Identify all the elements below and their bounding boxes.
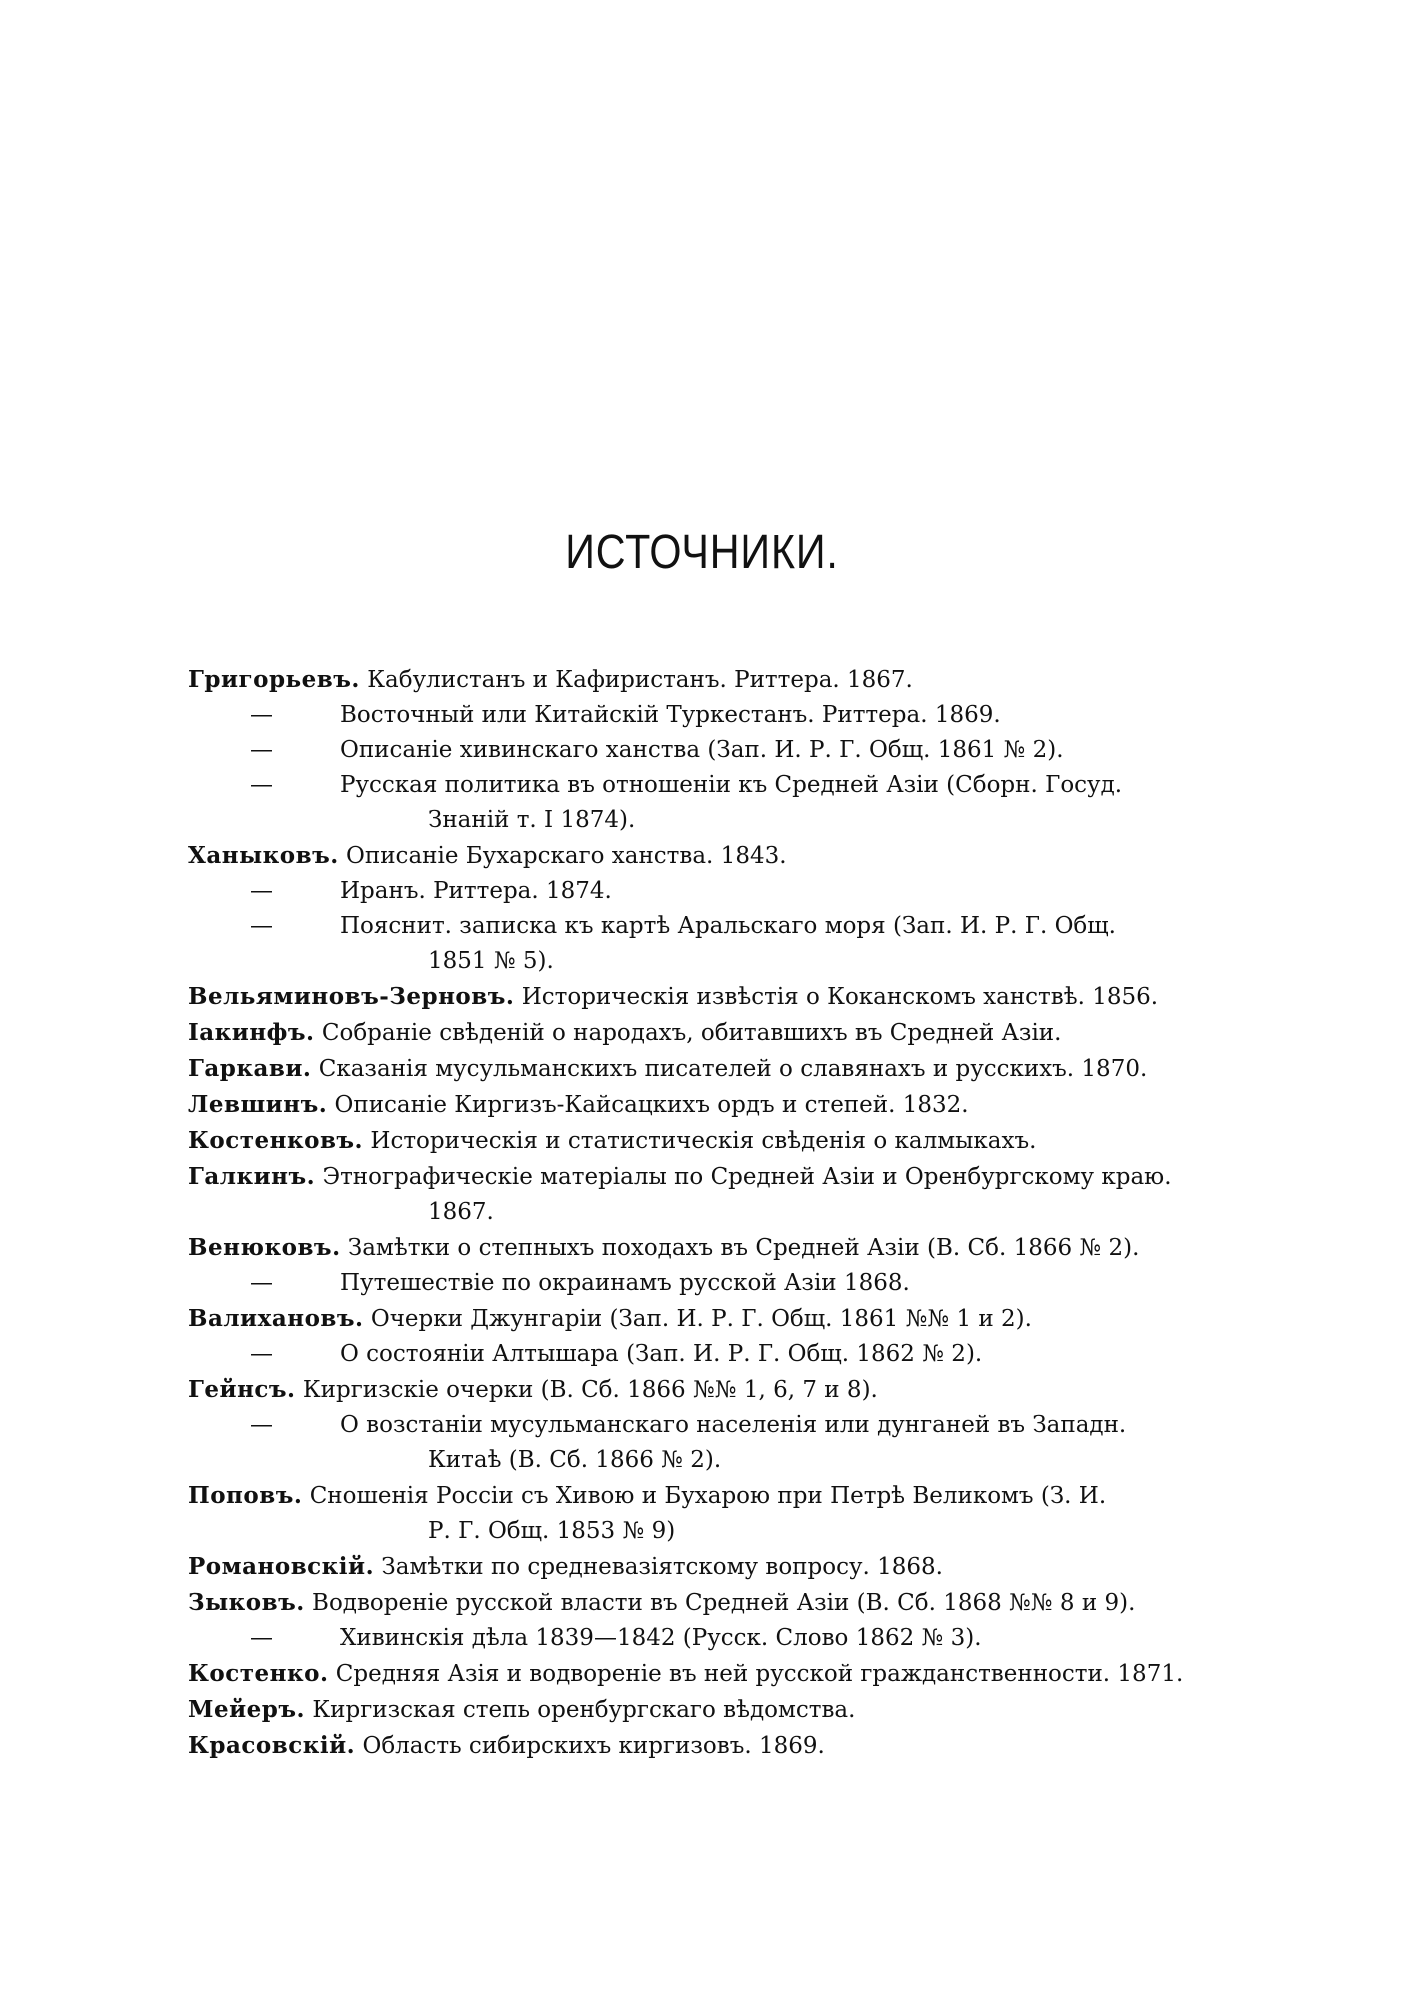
- ditto-dash: —: [250, 737, 273, 763]
- page-title: ИСТОЧНИКИ.: [565, 526, 839, 579]
- entry-text: Историческія и статистическія свѣденія о калмыкахъ.: [370, 1128, 1037, 1154]
- list-item: [188, 1585, 1248, 1621]
- entry-text: Описаніе Бухарскаго ханства. 1843.: [346, 843, 787, 869]
- entry-text: Область сибирскихъ киргизовъ. 1869.: [362, 1733, 825, 1759]
- list-item: [188, 1159, 1248, 1195]
- entry-author: Галкинъ.: [188, 1163, 316, 1190]
- list-item: [188, 1301, 1248, 1337]
- entry-author: Григорьевъ.: [188, 666, 360, 693]
- list-item-continuation: 1867.: [428, 1199, 494, 1225]
- entry-text: О возстаніи мусульманскаго населенія или дунганей въ Западн.: [340, 1412, 1127, 1438]
- entry-text: Кабулистанъ и Кафиристанъ. Риттера. 1867.: [367, 667, 913, 693]
- list-item: [188, 1015, 1248, 1051]
- entry-text: Киргизская степь оренбургскаго вѣдомства.: [312, 1697, 856, 1723]
- entry-author: Поповъ.: [188, 1482, 303, 1509]
- entry-text: Иранъ. Риттера. 1874.: [340, 878, 612, 904]
- list-item: [188, 1692, 1248, 1728]
- list-item: [188, 1051, 1248, 1087]
- list-item: [188, 1549, 1248, 1585]
- entry-text: Хивинскія дѣла 1839—1842 (Русск. Слово 1862 № 3).: [340, 1625, 982, 1651]
- entry-text: Описаніе хивинскаго ханства (Зап. И. Р. Г. Общ. 1861 № 2).: [340, 737, 1064, 763]
- ditto-dash: —: [250, 1270, 273, 1296]
- list-item: [188, 1728, 1248, 1764]
- list-item-continuation: Китаѣ (В. Сб. 1866 № 2).: [428, 1447, 722, 1473]
- sources-list: [188, 662, 1248, 1764]
- entry-author: Гейнсъ.: [188, 1376, 296, 1403]
- entry-author: Вельяминовъ-Зерновъ.: [188, 983, 515, 1010]
- list-item: [188, 768, 1248, 803]
- ditto-dash: —: [250, 1412, 273, 1438]
- list-item-continuation: Р. Г. Общ. 1853 № 9): [428, 1518, 676, 1544]
- list-item: [188, 1372, 1248, 1408]
- entry-text: Восточный или Китайскій Туркестанъ. Риттера. 1869.: [340, 702, 1001, 728]
- entry-text: Путешествіе по окраинамъ русской Азіи 1868.: [340, 1270, 910, 1296]
- list-item-continuation: Знаній т. I 1874).: [428, 807, 636, 833]
- entry-author: Костенко.: [188, 1660, 329, 1687]
- ditto-dash: —: [250, 1625, 273, 1651]
- entry-text: Описаніе Киргизъ-Кайсацкихъ ордъ и степей. 1832.: [334, 1092, 969, 1118]
- list-item: [188, 698, 1248, 733]
- entry-text: Сношенія Россіи съ Хивою и Бухарою при Петрѣ Великомъ (З. И.: [309, 1483, 1107, 1509]
- entry-author: Красовскій.: [188, 1732, 356, 1759]
- entry-author: Венюковъ.: [188, 1234, 341, 1261]
- entry-author: Іакинфъ.: [188, 1019, 315, 1046]
- list-item: [188, 662, 1248, 698]
- list-item: [188, 1656, 1248, 1692]
- entry-text: Киргизскіе очерки (В. Сб. 1866 №№ 1, 6, 7 и 8).: [302, 1377, 878, 1403]
- list-item: [188, 1408, 1248, 1443]
- entry-text: Замѣтки по средневазіятскому вопросу. 1868.: [381, 1554, 943, 1580]
- entry-text: Средняя Азія и водвореніе въ ней русской гражданственности. 1871.: [335, 1661, 1184, 1687]
- list-item: [188, 1266, 1248, 1301]
- ditto-dash: —: [250, 913, 273, 939]
- entry-text: Собраніе свѣденій о народахъ, обитавшихъ въ Средней Азіи.: [321, 1020, 1062, 1046]
- list-item: [188, 1621, 1248, 1656]
- list-item: [188, 874, 1248, 909]
- entry-author: Костенковъ.: [188, 1127, 364, 1154]
- list-item: [188, 1337, 1248, 1372]
- entry-author: Ханыковъ.: [188, 842, 339, 869]
- entry-text: Замѣтки о степныхъ походахъ въ Средней Азіи (В. Сб. 1866 № 2).: [347, 1235, 1140, 1261]
- list-item: [188, 909, 1248, 944]
- list-item: [188, 1230, 1248, 1266]
- list-item-continuation: 1851 № 5).: [428, 948, 554, 974]
- entry-text: О состояніи Алтышара (Зап. И. Р. Г. Общ. 1862 № 2).: [340, 1341, 983, 1367]
- list-item: [188, 1478, 1248, 1514]
- list-item: [188, 1123, 1248, 1159]
- entry-text: Историческія извѣстія о Коканскомъ ханствѣ. 1856.: [521, 984, 1159, 1010]
- entry-author: Гаркави.: [188, 1055, 312, 1082]
- entry-text: Сказанія мусульманскихъ писателей о славянахъ и русскихъ. 1870.: [318, 1056, 1148, 1082]
- entry-text: Очерки Джунгаріи (Зап. И. Р. Г. Общ. 1861 №№ 1 и 2).: [370, 1306, 1032, 1332]
- ditto-dash: —: [250, 772, 273, 798]
- entry-text: Русская политика въ отношеніи къ Средней Азіи (Сборн. Госуд.: [340, 772, 1123, 798]
- list-item: [188, 1087, 1248, 1123]
- entry-author: Левшинъ.: [188, 1091, 328, 1118]
- entry-author: Валихановъ.: [188, 1305, 364, 1332]
- list-item: [188, 733, 1248, 768]
- ditto-dash: —: [250, 1341, 273, 1367]
- entry-text: Этнографическіе матеріалы по Средней Азіи и Оренбургскому краю.: [322, 1164, 1172, 1190]
- ditto-dash: —: [250, 878, 273, 904]
- entry-author: Романовскій.: [188, 1553, 375, 1580]
- entry-text: Водвореніе русской власти въ Средней Азіи (В. Сб. 1868 №№ 8 и 9).: [312, 1590, 1136, 1616]
- entry-text: Пояснит. записка къ картѣ Аральскаго моря (Зап. И. Р. Г. Общ.: [340, 913, 1116, 939]
- list-item: [188, 838, 1248, 874]
- ditto-dash: —: [250, 702, 273, 728]
- list-item: [188, 979, 1248, 1015]
- entry-author: Зыковъ.: [188, 1589, 305, 1616]
- entry-author: Мейеръ.: [188, 1696, 306, 1723]
